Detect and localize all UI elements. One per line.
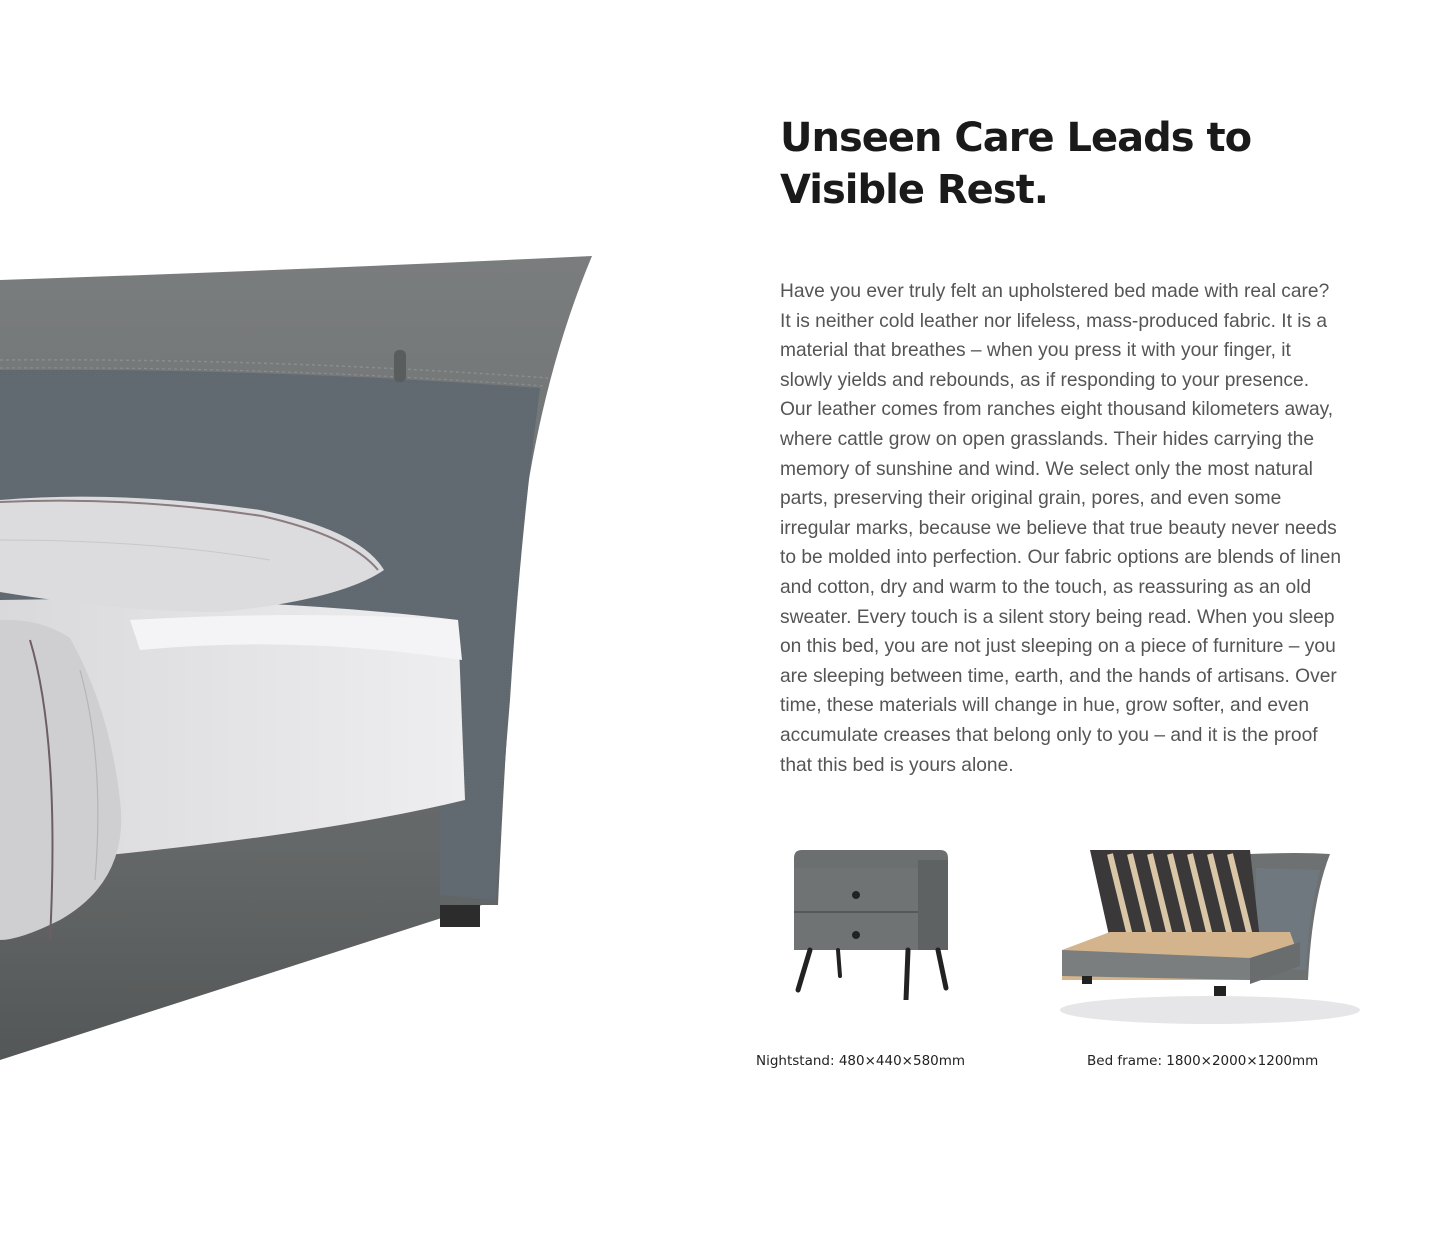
- bed-headboard-illustration: [0, 240, 610, 1070]
- bed-frame-image: [1050, 840, 1360, 1030]
- nightstand-caption: Nightstand: 480×440×580mm: [756, 1053, 966, 1069]
- hero-bed-image: [0, 240, 610, 1070]
- strap-tab: [394, 350, 406, 382]
- bed-frame-caption: Bed frame: 1800×2000×1200mm: [1087, 1053, 1319, 1069]
- body-paragraph: Have you ever truly felt an upholstered bed made with real care? It is neither cold leather nor lifeless, mass-produced fabric. It is a material that breathes – when you press it with your finger, it slowly yields and rebounds, as if responding to your presence. Our leather comes from ranches eight thousand kilometers away, where cattle grow on open grasslands. Their hides carrying the memory of sunshine and wind. We select only the most natural parts, preserving their original grain, pores, and even some irregular marks, because we believe that true beauty never needs to be molded into perfection. Our fabric options are blends of linen and cotton, dry and warm to the touch, as reassuring as an old sweater. Every touch is a silent story being read. When you sleep on this bed, you are not just sleeping on a piece of furniture – you are sleeping between time, earth, and the hands of artisans. Over time, these materials will change in hue, grow softer, and even accumulate creases that belong only to you – and it is the proof that this bed is yours alone.: [780, 281, 1342, 776]
- page-headline: Unseen Care Leads to Visible Rest.: [780, 115, 1252, 213]
- nightstand-image: [770, 840, 970, 1000]
